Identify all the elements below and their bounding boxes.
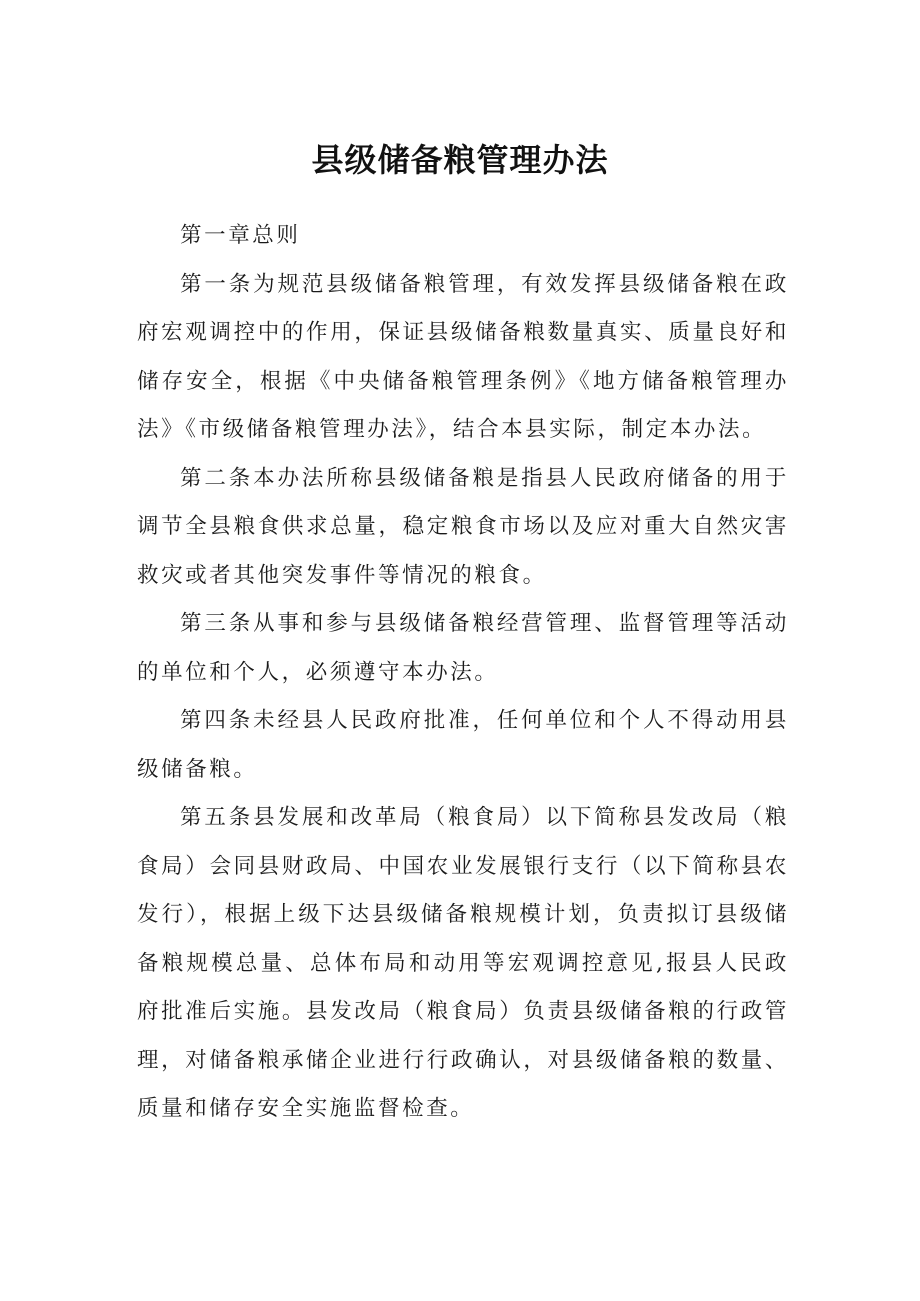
article-3: 第三条从事和参与县级储备粮经营管理、监督管理等活动的单位和个人，必须遵守本办法。 bbox=[137, 611, 789, 685]
document-title: 县级储备粮管理办法 bbox=[311, 141, 609, 179]
article-1: 第一条为规范县级储备粮管理，有效发挥县级储备粮在政府宏观调控中的作用，保证县级储备粮数量真实、质量良好和储存安全，根据《中央储备粮管理条例》《地方储备粮管理办法》《市级储备粮管理办法》，结合本县实际，制定本办法。 bbox=[137, 271, 789, 442]
chapter-heading: 第一章总则 bbox=[180, 223, 301, 248]
article-4: 第四条未经县人民政府批准，任何单位和个人不得动用县级储备粮。 bbox=[137, 708, 789, 782]
document-body bbox=[137, 212, 789, 1134]
article-5: 第五条县发展和改革局（粮食局）以下简称县发改局（粮食局）会同县财政局、中国农业发展银行支行（以下简称县农发行），根据上级下达县级储备粮规模计划，负责拟订县级储备粮规模总量、总体布局和动用等宏观调控意见,报县人民政府批准后实施。县发改局（粮食局）负责县级储备粮的行政管理，对储备粮承储企业进行行政确认，对县级储备粮的数量、质量和储存安全实施监督检查。 bbox=[137, 805, 789, 1121]
article-2: 第二条本办法所称县级储备粮是指县人民政府储备的用于调节全县粮食供求总量，稳定粮食市场以及应对重大自然灾害救灾或者其他突发事件等情况的粮食。 bbox=[137, 465, 789, 588]
